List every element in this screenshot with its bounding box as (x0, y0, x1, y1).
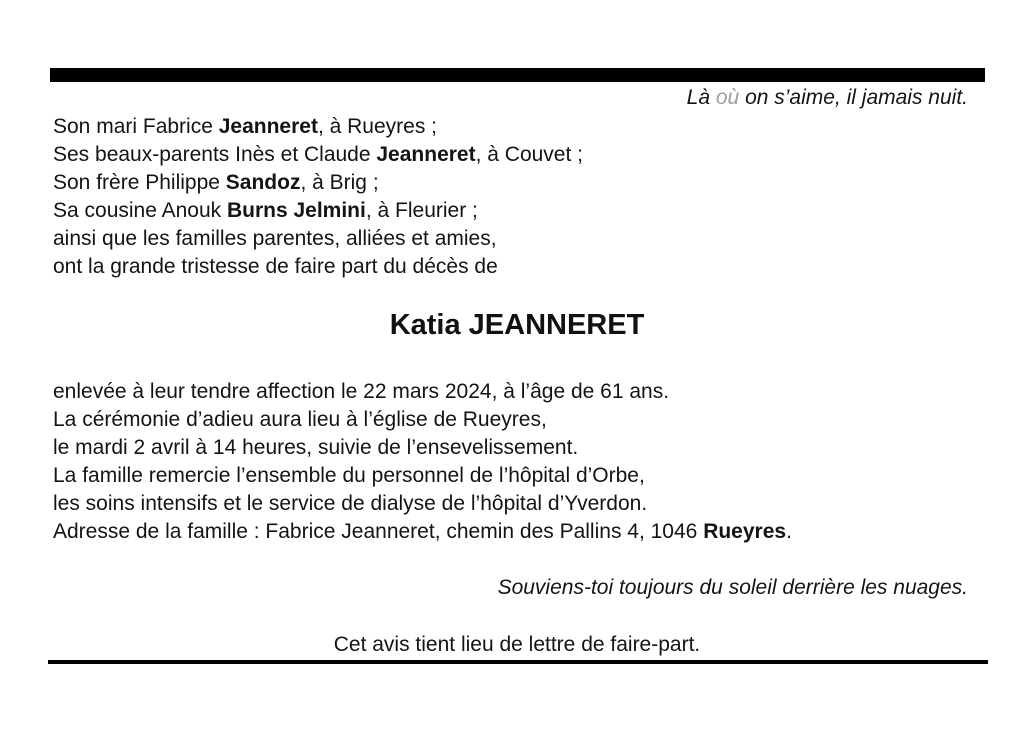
top-rule (50, 68, 985, 82)
detail-line-death: enlevée à leur tendre affection le 22 mars 2024, à l’âge de 61 ans. (53, 380, 670, 403)
deceased-name: Katia JEANNERET (389, 309, 645, 341)
detail-line-thanks-1: La famille remercie l’ensemble du personnel de l’hôpital d’Orbe, (53, 464, 645, 487)
detail-line-address: Adresse de la famille : Fabrice Jeanneret, chemin des Pallins 4, 1046 Rueyres. (53, 520, 792, 543)
detail-line-date: le mardi 2 avril à 14 heures, suivie de l’ensevelissement. (53, 436, 579, 459)
family-line-relatives: ainsi que les familles parentes, alliées et amies, (53, 227, 497, 250)
details-block (53, 378, 792, 546)
epigraph-quote (53, 84, 968, 112)
detail-line-ceremony: La cérémonie d’adieu aura lieu à l’église de Rueyres, (53, 408, 547, 431)
family-line-inlaws: Ses beaux-parents Inès et Claude Jeanneret, à Couvet ; (53, 143, 583, 166)
epigraph-post: on s’aime, il jamais nuit. (739, 86, 968, 109)
bottom-rule (48, 660, 988, 664)
closing-line: Cet avis tient lieu de lettre de faire-part. (333, 633, 701, 656)
consolation-quote: Souviens-toi toujours du soleil derrière les nuages. (497, 576, 968, 599)
family-line-cousin: Sa cousine Anouk Burns Jelmini, à Fleurier ; (53, 199, 478, 222)
family-line-brother: Son frère Philippe Sandoz, à Brig ; (53, 171, 379, 194)
epigraph-muted-word: où (715, 86, 740, 109)
family-list (53, 113, 583, 281)
detail-line-thanks-2: les soins intensifs et le service de dialyse de l’hôpital d’Yverdon. (53, 492, 648, 515)
family-line-husband: Son mari Fabrice Jeanneret, à Rueyres ; (53, 115, 438, 138)
family-line-announcement: ont la grande tristesse de faire part du décès de (53, 255, 498, 278)
epigraph-pre: Là (686, 86, 716, 109)
